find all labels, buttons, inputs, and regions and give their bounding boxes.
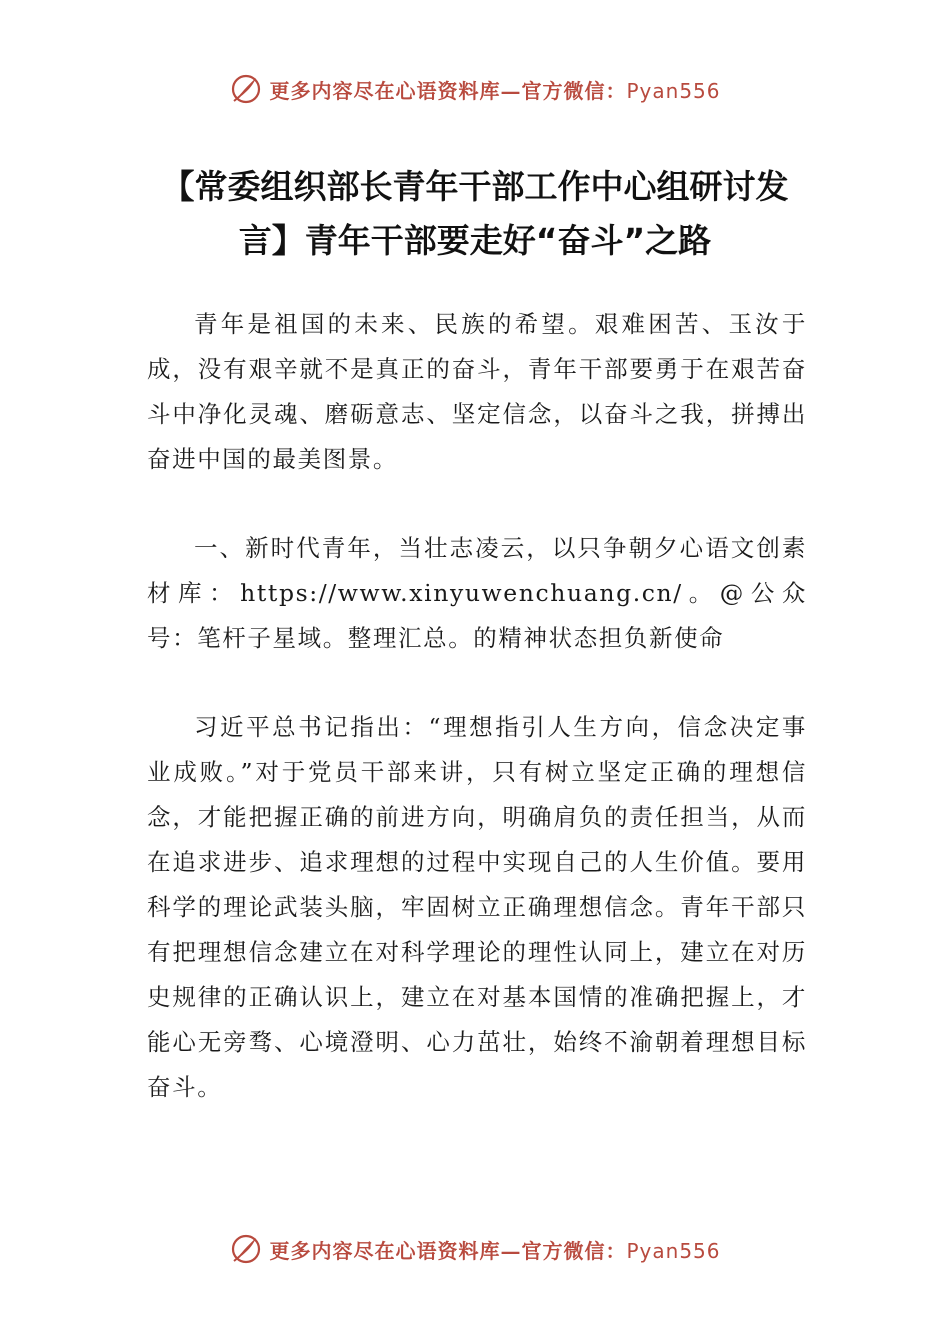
header-watermark	[0, 72, 950, 106]
document-body	[147, 302, 807, 1154]
pen-logo-icon	[229, 72, 263, 106]
paragraph-ideals: 习近平总书记指出：“理想指引人生方向，信念决定事业成败。”对于党员干部来讲，只有树立坚定正确的理想信念，才能把握正确的前进方向，明确肩负的责任担当，从而在追求进步、追求理想的过程中实现自己的人生价值。要用科学的理论武装头脑，牢固树立正确理想信念。青年干部只有把理想信念建立在对科学理论的理性认同上，建立在对历史规律的正确认识上，建立在对基本国情的准确把握上，才能心无旁骛、心境澄明、心力茁壮，始终不渝朝着理想目标奋斗。	[147, 713, 807, 1101]
paragraph-intro: 青年是祖国的未来、民族的希望。艰难困苦、玉汝于成，没有艰辛就不是真正的奋斗，青年干部要勇于在艰苦奋斗中净化灵魂、磨砺意志、坚定信念，以奋斗之我，拼搏出奋进中国的最美图景。	[147, 310, 807, 473]
document-title: 【常委组织部长青年干部工作中心组研讨发言】青年干部要走好“奋斗”之路	[161, 167, 789, 260]
watermark-text: 更多内容尽在心语资料库—官方微信：Pyan556	[269, 78, 721, 103]
pen-logo-icon	[229, 1232, 263, 1266]
watermark-text: 更多内容尽在心语资料库—官方微信：Pyan556	[269, 1238, 721, 1263]
section-heading-1: 一、新时代青年，当壮志凌云，以只争朝夕心语文创素材库：https://www.xinyuwenchuang.cn/。@公众号：笔杆子星域。整理汇总。的精神状态担负新使命	[147, 534, 807, 652]
footer-watermark	[0, 1232, 950, 1266]
